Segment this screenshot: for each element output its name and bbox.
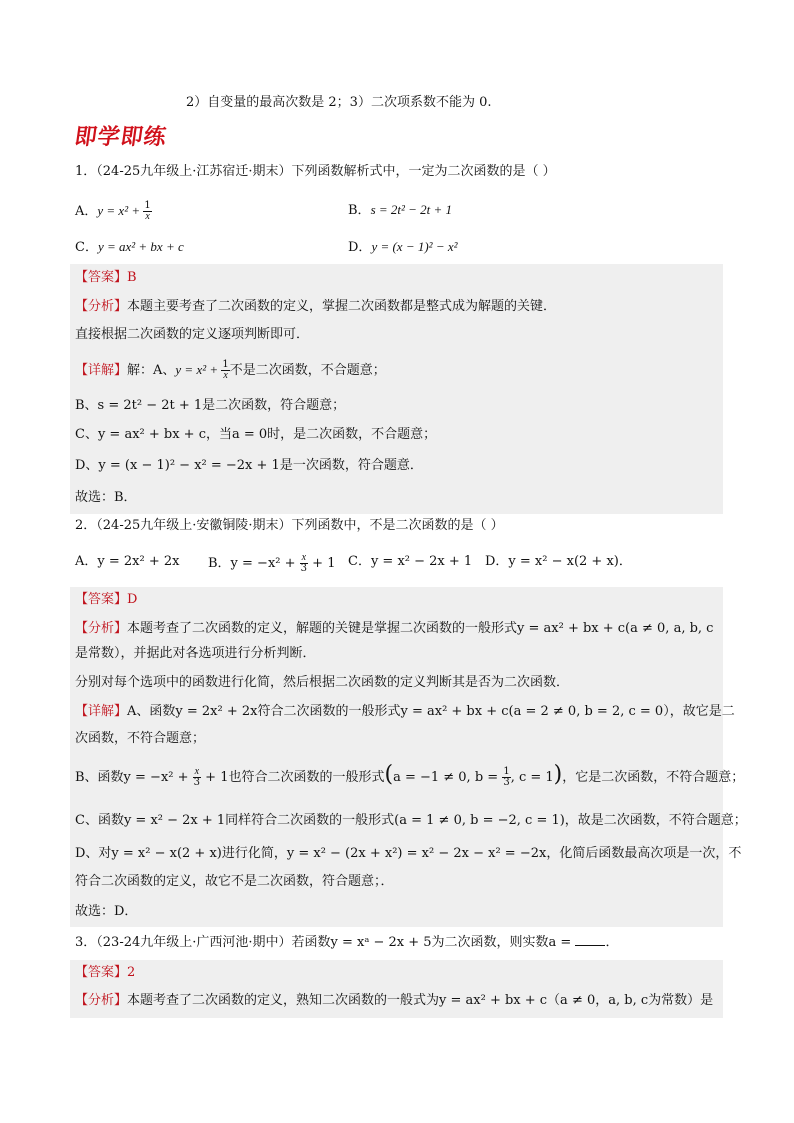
q1-option-a: A．y = x² + $\frac{1}{x}$ bbox=[75, 200, 151, 222]
q3-answer-blank bbox=[575, 933, 605, 946]
q1-option-a-label: A． bbox=[75, 204, 98, 219]
intro-line: 2）自变量的最高次数是 2；3）二次项系数不能为 0. bbox=[186, 95, 492, 110]
q2-detail-2: B、函数y = −x² + $\frac{x}{3}$ + 1也符合二次函数的一般形式(a = −1 ≠ 0, b = $\frac{1}{3}$ , c = 1)，它是二次函数，不符合题意； bbox=[75, 762, 745, 788]
q2-option-b: B．y = −x² + $\frac{x}{3}$ + 1 bbox=[208, 552, 336, 574]
q2-option-c: C．y = x² − 2x + 1 bbox=[348, 554, 473, 569]
q1-detail-3: C、y = ax² + bx + c，当a = 0时，是二次函数，不合题意； bbox=[75, 427, 437, 442]
q2-option-d: D．y = x² − x(2 + x)． bbox=[485, 554, 632, 569]
q3-analysis-1: 【分析】本题考查了二次函数的定义，熟知二次函数的一般式为y = ax² + bx + c（a ≠ 0，a, b, c为常数）是 bbox=[75, 993, 714, 1008]
q2-detail-5: 故选：D． bbox=[75, 904, 138, 919]
q1-detail-5: 故选：B． bbox=[75, 490, 137, 505]
q1-option-c-label: C． bbox=[75, 240, 98, 255]
q1-option-d: D．y = (x − 1)² − x² bbox=[348, 239, 458, 255]
q1-analysis-2: 直接根据二次函数的定义逐项判断即可． bbox=[75, 327, 310, 342]
q2-detail-3: C、函数y = x² − 2x + 1同样符合二次函数的一般形式(a = 1 ≠ 0, b = −2, c = 1)，故是二次函数，不符合题意； bbox=[75, 813, 747, 828]
q1-stem: 1．（24-25九年级上·江苏宿迁·期末）下列函数解析式中，一定为二次函数的是（ ） bbox=[75, 164, 556, 179]
section-title: 即学即练 bbox=[72, 125, 169, 150]
q1-detail-1: 【详解】解：A、y = x² + $\frac{1}{x}$ 不是二次函数，不合题意； bbox=[75, 359, 386, 381]
q1-option-d-label: D． bbox=[348, 240, 372, 255]
q3-solution-box bbox=[70, 960, 723, 1018]
q3-answer: 【答案】2 bbox=[75, 965, 136, 980]
q2-option-a: A．y = 2x² + 2x bbox=[75, 554, 180, 569]
q2-detail-1: 【详解】A、函数y = 2x² + 2x符合二次函数的一般形式y = ax² + bx + c(a = 2 ≠ 0, b = 2, c = 0），故它是二 bbox=[75, 704, 735, 719]
q3-stem: 3．（23-24九年级上·广西河池·期中）若函数y = xᵃ − 2x + 5为二次函数，则实数a = ． bbox=[75, 935, 619, 950]
q1-option-b-label: B． bbox=[348, 203, 371, 218]
q2-analysis-1: 【分析】本题考查了二次函数的定义，解题的关键是掌握二次函数的一般形式y = ax² + bx + c(a ≠ 0, a, b, c bbox=[75, 621, 714, 636]
q1-analysis-1: 【分析】本题主要考查了二次函数的定义，掌握二次函数都是整式成为解题的关键． bbox=[75, 299, 557, 314]
q1-detail-2: B、s = 2t² − 2t + 1是二次函数，符合题意； bbox=[75, 398, 346, 413]
q1-solution-box bbox=[70, 264, 723, 514]
q1-option-b: B．s = 2t² − 2t + 1 bbox=[348, 202, 453, 218]
q2-detail-4: D、对y = x² − x(2 + x)进行化简，y = x² − (2x + x²) = x² − 2x − x² = −2x，化简后函数最高次项是一次，不 bbox=[75, 846, 742, 861]
q2-detail-1b: 次函数，不符合题意； bbox=[75, 731, 206, 746]
q2-analysis-2: 是常数），并据此对各选项进行分析判断． bbox=[75, 646, 316, 661]
q1-answer: 【答案】B bbox=[75, 270, 137, 285]
q2-detail-4b: 符合二次函数的定义，故它不是二次函数，符合题意；． bbox=[75, 874, 394, 889]
q2-analysis-3: 分别对每个选项中的函数进行化简，然后根据二次函数的定义判断其是否为二次函数． bbox=[75, 675, 570, 690]
q1-option-c: C．y = ax² + bx + c bbox=[75, 239, 184, 255]
q1-detail-4: D、y = (x − 1)² − x² = −2x + 1是一次函数，符合题意． bbox=[75, 458, 423, 473]
q1-option-a-fraction: $\frac{1}{x}$ bbox=[144, 200, 151, 222]
q2-answer: 【答案】D bbox=[75, 592, 138, 607]
q2-solution-box bbox=[70, 587, 747, 927]
q2-stem: 2．（24-25九年级上·安徽铜陵·期末）下列函数中，不是二次函数的是（ ） bbox=[75, 518, 504, 533]
